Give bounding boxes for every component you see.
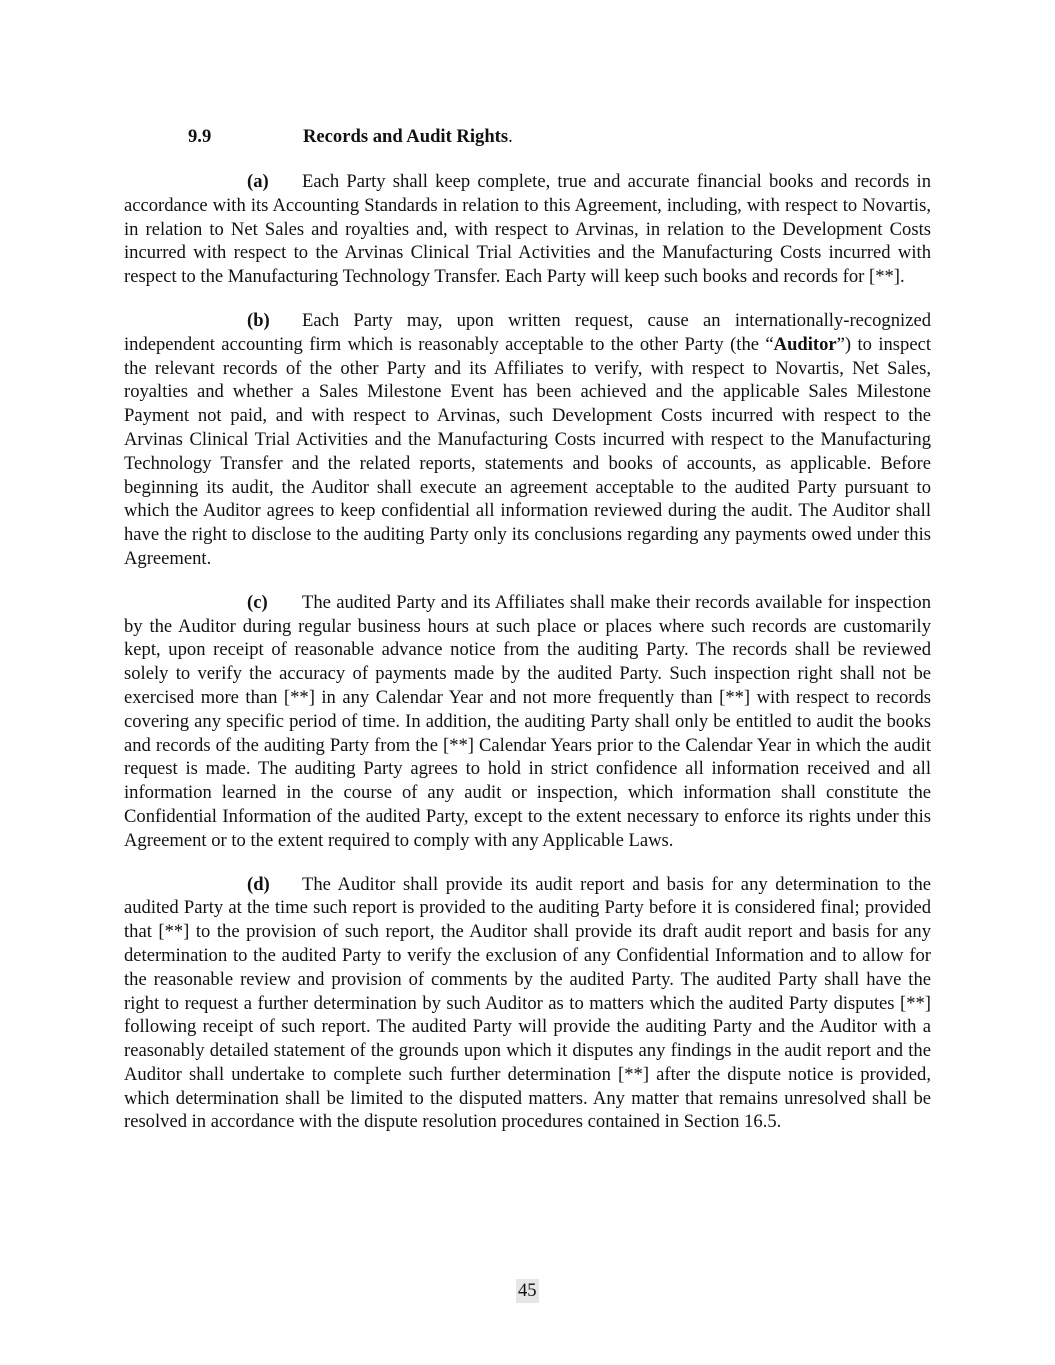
paragraph-label: (a) [247, 171, 269, 192]
paragraph-c [124, 591, 931, 853]
paragraph-text: Each Party may, upon written request, cause an internationally-recognized independent accounting firm which is reasonably acceptable to the other Party (the “ [124, 309, 931, 355]
paragraph-b [124, 309, 931, 571]
section-number: 9.9 [188, 126, 212, 147]
section-title: Records and Audit Rights [303, 126, 509, 147]
defined-term-auditor: Auditor [773, 333, 837, 355]
paragraph-label: (c) [247, 591, 268, 613]
paragraph-label: (d) [247, 873, 270, 895]
paragraph-a [124, 170, 931, 289]
section-body [124, 170, 931, 1154]
section-title-period: . [508, 126, 513, 147]
paragraph-text: The audited Party and its Affiliates shall make their records available for inspection by the Auditor during regular business hours at such place or places where such records are customarily kept, upon receipt of reasonable advance notice from the auditing Party. The records shall be reviewed solely to verify the accuracy of payments made by the audited Party. Such inspection right shall not be exercised more than [**] in any Calendar Year and not more frequently than [**] with respect to records covering any specific period of time. In addition, the auditing Party shall only be entitled to audit the books and records of the auditing Party from the [**] Calendar Years prior to the Calendar Year in which the audit request is made. The auditing Party agrees to hold in strict confidence all information received and all information learned in the course of any audit or inspection, which information shall constitute the Confidential Information of the audited Party, except to the extent necessary to enforce its rights under this Agreement or to the extent required to comply with any Applicable Laws. [124, 591, 931, 851]
paragraph-text-continued: ”) to inspect the relevant records of the other Party and its Affiliates to verify, with respect to Novartis, Net Sales, royalties and whether a Sales Milestone Event has been achieved and the applicable Sales Milestone Payment not paid, and with respect to Arvinas, such Development Costs incurred with respect to the Arvinas Clinical Trial Activities and the Manufacturing Costs incurred with respect to the Manufacturing Technology Transfer and the related reports, statements and books of accounts, as applicable. Before beginning its audit, the Auditor shall execute an agreement acceptable to the audited Party pursuant to which the Auditor agrees to keep confidential all information reviewed during the audit. The Auditor shall have the right to disclose to the auditing Party only its conclusions regarding any payments owed under this Agreement. [124, 333, 932, 569]
paragraph-text: Each Party shall keep complete, true and accurate financial books and records in accordance with its Accounting Standards in relation to this Agreement, including, with respect to Novartis, in relation to Net Sales and royalties and, with respect to Arvinas, in relation to the Development Costs incurred with respect to the Arvinas Clinical Trial Activities and the Manufacturing Costs incurred with respect to the Manufacturing Technology Transfer. Each Party will keep such books and records for [**]. [124, 171, 931, 288]
paragraph-d [124, 873, 931, 1135]
section-heading [188, 125, 513, 149]
paragraph-label: (b) [247, 309, 270, 331]
paragraph-text: The Auditor shall provide its audit report and basis for any determination to the audited Party at the time such report is provided to the auditing Party before it is considered final; provided that [**] to the provision of such report, the Auditor shall provide its draft audit report and basis for any determination to the audited Party to verify the exclusion of any Confidential Information and to allow for the reasonable review and provision of comments by the audited Party. The audited Party shall have the right to request a further determination by such Auditor as to matters which the audited Party disputes [**] following receipt of such report. The audited Party will provide the auditing Party and the Auditor with a reasonably detailed statement of the grounds upon which it disputes any findings in the audit report and the Auditor shall undertake to complete such further determination [**] after the dispute notice is provided, which determination shall be limited to the disputed matters. Any matter that remains unresolved shall be resolved in accordance with the dispute resolution procedures contained in Section 16.5. [124, 873, 931, 1133]
page-number: 45 [518, 1280, 537, 1301]
